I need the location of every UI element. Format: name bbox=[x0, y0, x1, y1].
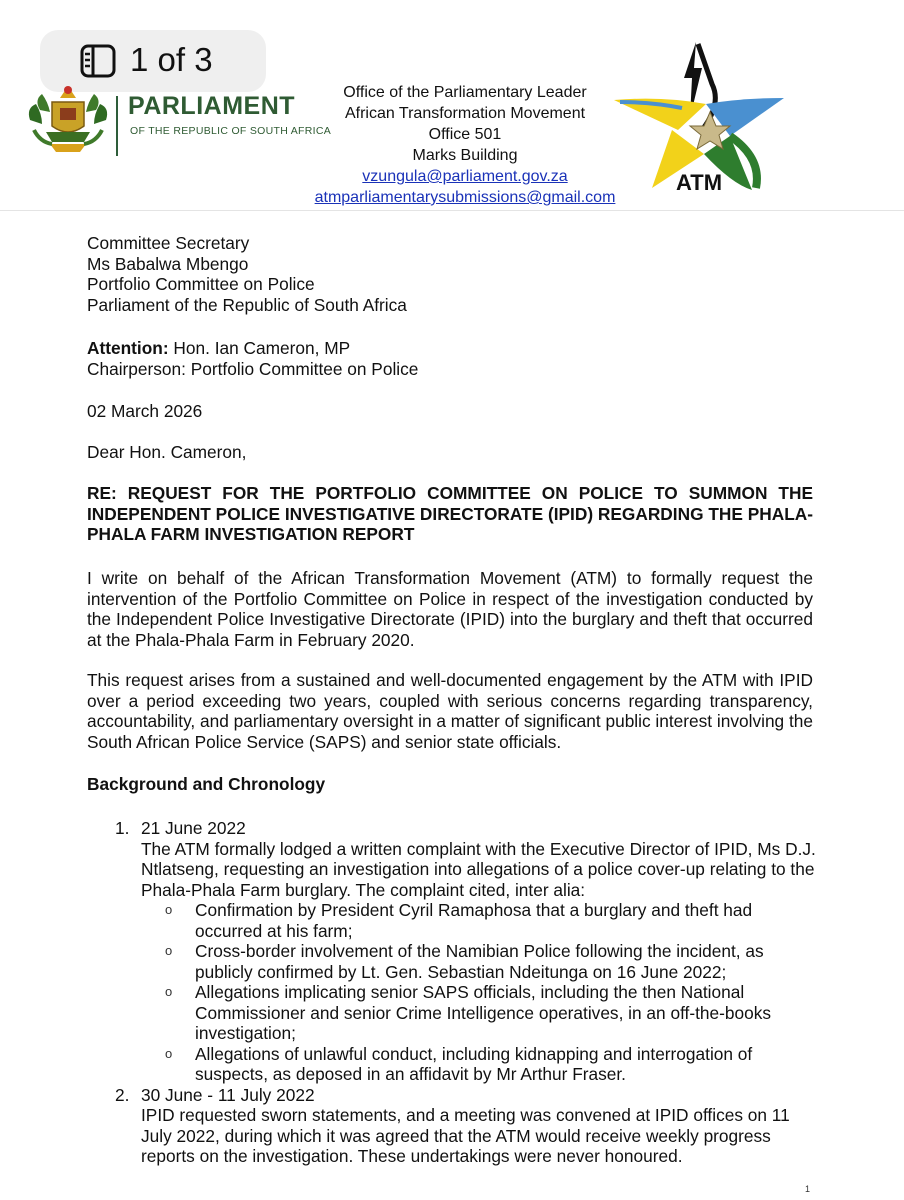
attention-block bbox=[87, 338, 418, 379]
list-item bbox=[87, 1085, 817, 1167]
letterhead-divider bbox=[0, 210, 904, 211]
section-heading: Background and Chronology bbox=[87, 774, 326, 794]
item-date: 21 June 2022 bbox=[141, 818, 246, 838]
parliament-coat-of-arms-logo bbox=[20, 80, 116, 160]
item-number: 1. bbox=[115, 818, 130, 838]
list-item bbox=[87, 818, 817, 1085]
letter-date: 02 March 2026 bbox=[87, 401, 203, 421]
sub-list-item bbox=[141, 941, 817, 982]
sub-item-text: Allegations implicating senior SAPS officials, including the then National Commissioner and senior Crime Intelligence operatives, in an off-the-books investigation; bbox=[195, 982, 772, 1043]
item-date: 30 June - 11 July 2022 bbox=[141, 1084, 315, 1105]
sub-item-text: Confirmation by President Cyril Ramaphosa that a burglary and theft had occurred at his farm; bbox=[195, 900, 753, 941]
attention-label: Attention: bbox=[87, 338, 169, 358]
sub-list bbox=[141, 900, 817, 1085]
salutation: Dear Hon. Cameron, bbox=[87, 442, 247, 462]
addressee-line: Ms Babalwa Mbengo bbox=[87, 253, 249, 274]
paragraph: I write on behalf of the African Transformation Movement (ATM) to formally request the intervention of the Portfolio Committee on Police in respect of the investigation conducted by the Independent Police Investigative Directorate (IPID) into the burglary and theft that occurred at the Phala-Phala Farm in February 2020. bbox=[87, 568, 813, 650]
item-text: IPID requested sworn statements, and a meeting was convened at IPID offices on 11 July 2022, during which it was agreed that the ATM would receive weekly progress reports on the investigation. These undertakings were never honoured. bbox=[141, 1105, 790, 1166]
addressee-line: Committee Secretary bbox=[87, 233, 250, 253]
attention-line2: Chairperson: Portfolio Committee on Police bbox=[87, 358, 419, 379]
parliament-subtitle: OF THE REPUBLIC OF SOUTH AFRICA bbox=[130, 125, 332, 137]
sub-item-text: Allegations of unlawful conduct, including kidnapping and interrogation of suspects, as deposed in an affidavit by Mr Arthur Fraser. bbox=[195, 1043, 753, 1084]
item-number: 2. bbox=[115, 1084, 130, 1105]
sub-list-item bbox=[141, 1044, 817, 1085]
office-line: Office of the Parliamentary Leader bbox=[343, 84, 587, 101]
sub-list-item bbox=[141, 900, 817, 941]
bullet: o bbox=[165, 1045, 173, 1061]
parliament-name: PARLIAMENT bbox=[128, 92, 296, 120]
email-link-submissions[interactable]: atmparliamentarysubmissions@gmail.com bbox=[314, 189, 616, 206]
bullet: o bbox=[165, 902, 173, 917]
atm-logo-text: ATM bbox=[676, 170, 723, 195]
office-line: Marks Building bbox=[412, 147, 518, 164]
sidebar-panel-icon bbox=[80, 44, 116, 78]
email-link-parliament[interactable]: vzungula@parliament.gov.za bbox=[362, 168, 568, 185]
item-text: The ATM formally lodged a written complaint with the Executive Director of IPID, Ms D.J. Ntlatseng, requesting an investigation into allegations of a police cover-up relating to the Phala-Phala Farm burglary. The complaint cited, inter alia: bbox=[141, 838, 816, 900]
bullet: o bbox=[165, 943, 173, 958]
addressee-block bbox=[87, 233, 407, 315]
page-number: 1 bbox=[805, 1184, 811, 1194]
office-line: African Transformation Movement bbox=[344, 105, 586, 122]
page-indicator-label: 1 of 3 bbox=[130, 41, 213, 78]
attention-value: Hon. Ian Cameron, MP bbox=[168, 338, 351, 358]
subject-line: RE: REQUEST FOR THE PORTFOLIO COMMITTEE ON POLICE TO SUMMON THE INDEPENDENT POLICE INVESTIGATIVE DIRECTORATE (IPID) REGARDING THE PHALA-PHALA FARM INVESTIGATION REPORT bbox=[87, 483, 813, 544]
addressee-line: Portfolio Committee on Police bbox=[87, 274, 315, 294]
paragraph: This request arises from a sustained and well-documented engagement by the ATM with IPID over a period exceeding two years, coupled with serious concerns regarding transparency, accountability, and parliamentary oversight in a matter of significant public interest involving the South African Police Service (SAPS) and senior state officials. bbox=[87, 670, 813, 752]
sub-item-text: Cross-border involvement of the Namibian Police following the incident, as publicly confirmed by Lt. Gen. Sebastian Ndeitunga on 16 June 2022; bbox=[195, 941, 764, 982]
office-line: Office 501 bbox=[428, 126, 502, 143]
chronology-list bbox=[87, 818, 817, 1167]
addressee-line: Parliament of the Republic of South Africa bbox=[87, 294, 407, 315]
sub-list-item bbox=[141, 982, 817, 1044]
bullet: o bbox=[165, 984, 173, 999]
logo-divider bbox=[116, 96, 118, 156]
atm-star-logo bbox=[612, 38, 792, 200]
